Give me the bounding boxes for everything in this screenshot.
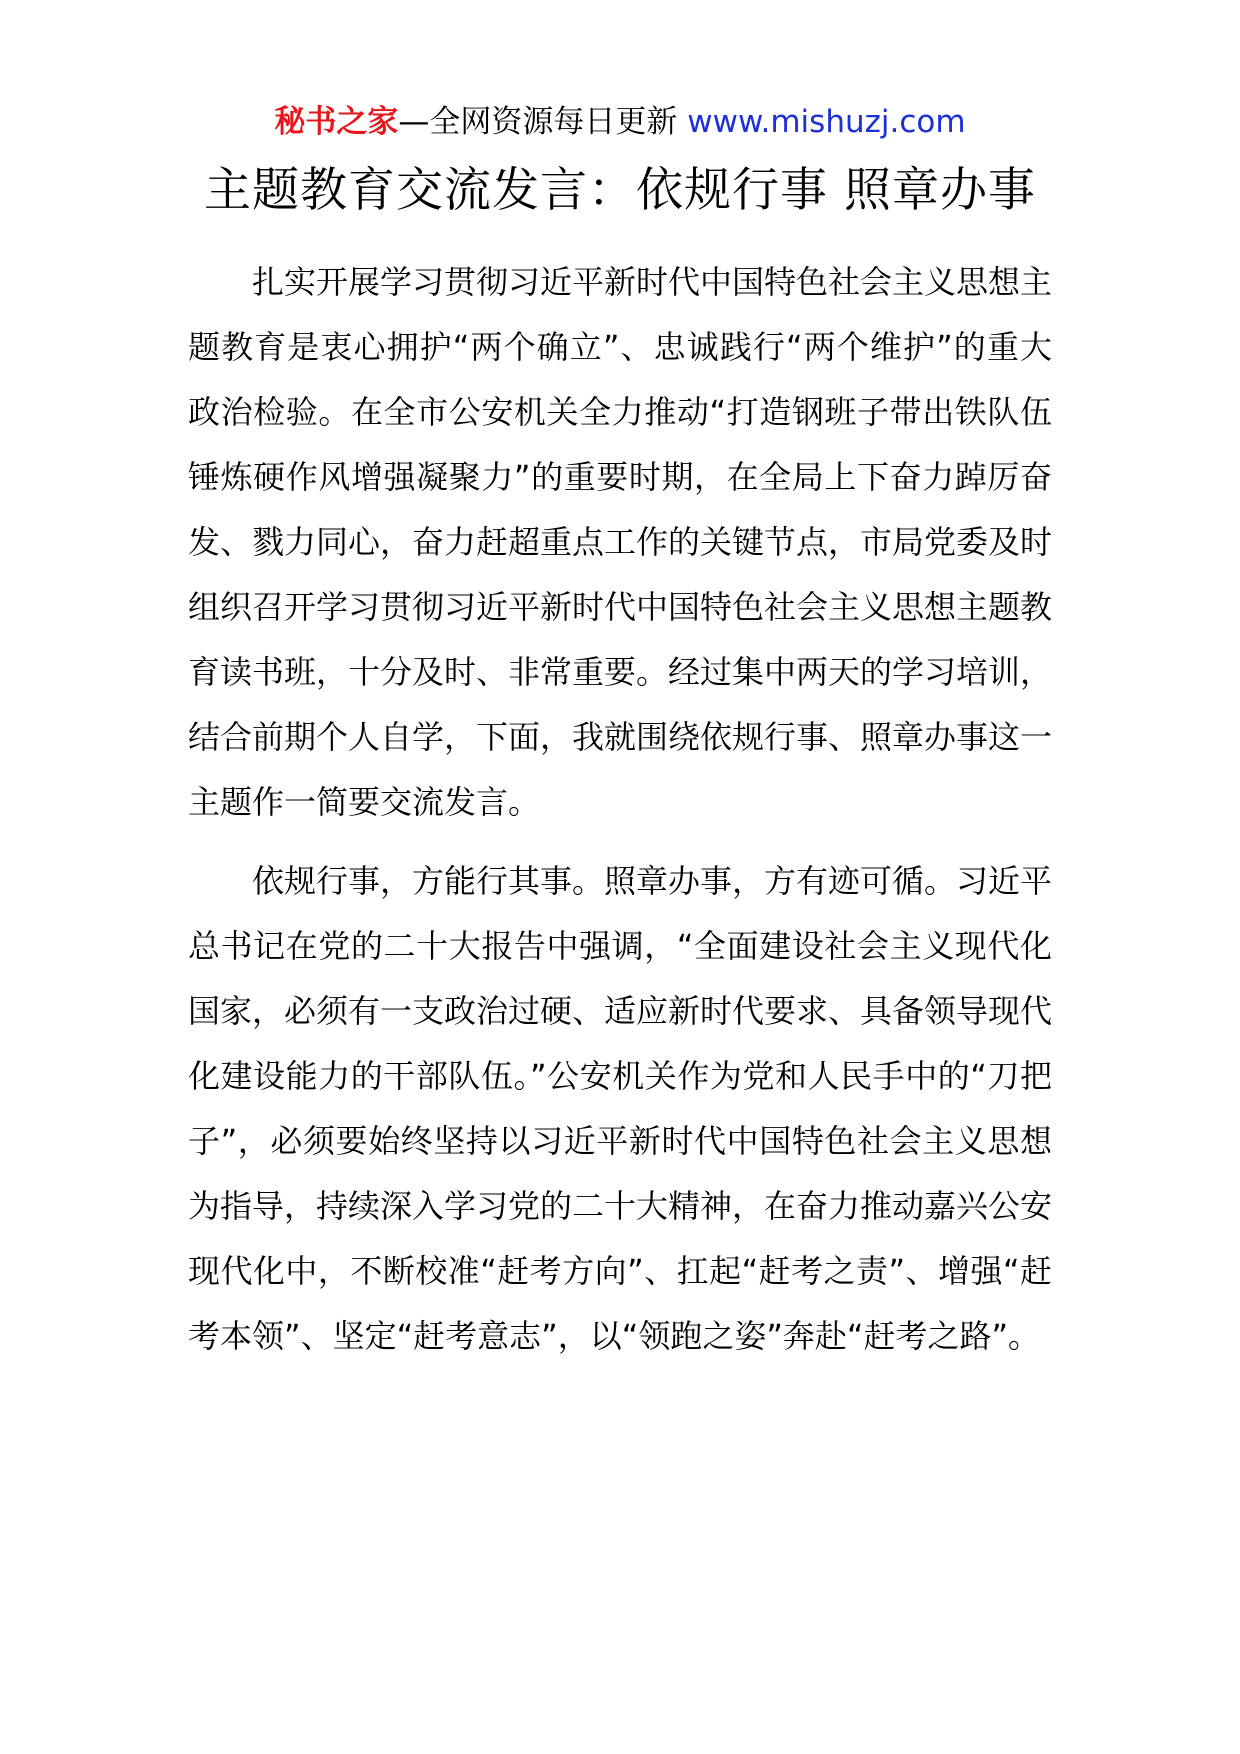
document-body [188, 250, 1052, 1369]
site-tagline: —全网资源每日更新 [398, 104, 678, 140]
paragraph-1: 扎实开展学习贯彻习近平新时代中国特色社会主义思想主题教育是衷心拥护“两个确立”、忠诚践行“两个维护”的重大政治检验。在全市公安机关全力推动“打造钢班子带出铁队伍锤炼硬作风增强凝聚力”的重要时期，在全局上下奋力踔厉奋发、戮力同心，奋力赶超重点工作的关键节点，市局党委及时组织召开学习贯彻习近平新时代中国特色社会主义思想主题教育读书班，十分及时、非常重要。经过集中两天的学习培训，结合前期个人自学，下面，我就围绕依规行事、照章办事这一主题作一简要交流发言。 [188, 263, 1053, 821]
site-brand: 秘书之家 [274, 104, 399, 140]
site-url-link[interactable]: www.mishuzj.com [687, 104, 966, 140]
paragraph-2: 依规行事，方能行其事。照章办事，方有迹可循。习近平总书记在党的二十大报告中强调，“全面建设社会主义现代化国家，必须有一支政治过硬、适应新时代要求、具备领导现代化建设能力的干部队伍。”公安机关作为党和人民手中的“刀把子”，必须要始终坚持以习近平新时代中国特色社会主义思想为指导，持续深入学习党的二十大精神，在奋力推动嘉兴公安现代化中，不断校准“赶考方向”、扛起“赶考之责”、增强“赶考本领”、坚定“赶考意志”，以“领跑之姿”奔赴“赶考之路”。 [188, 862, 1053, 1355]
site-header [0, 100, 1240, 144]
document-title: 主题教育交流发言：依规行事 照章办事 [204, 163, 1036, 218]
